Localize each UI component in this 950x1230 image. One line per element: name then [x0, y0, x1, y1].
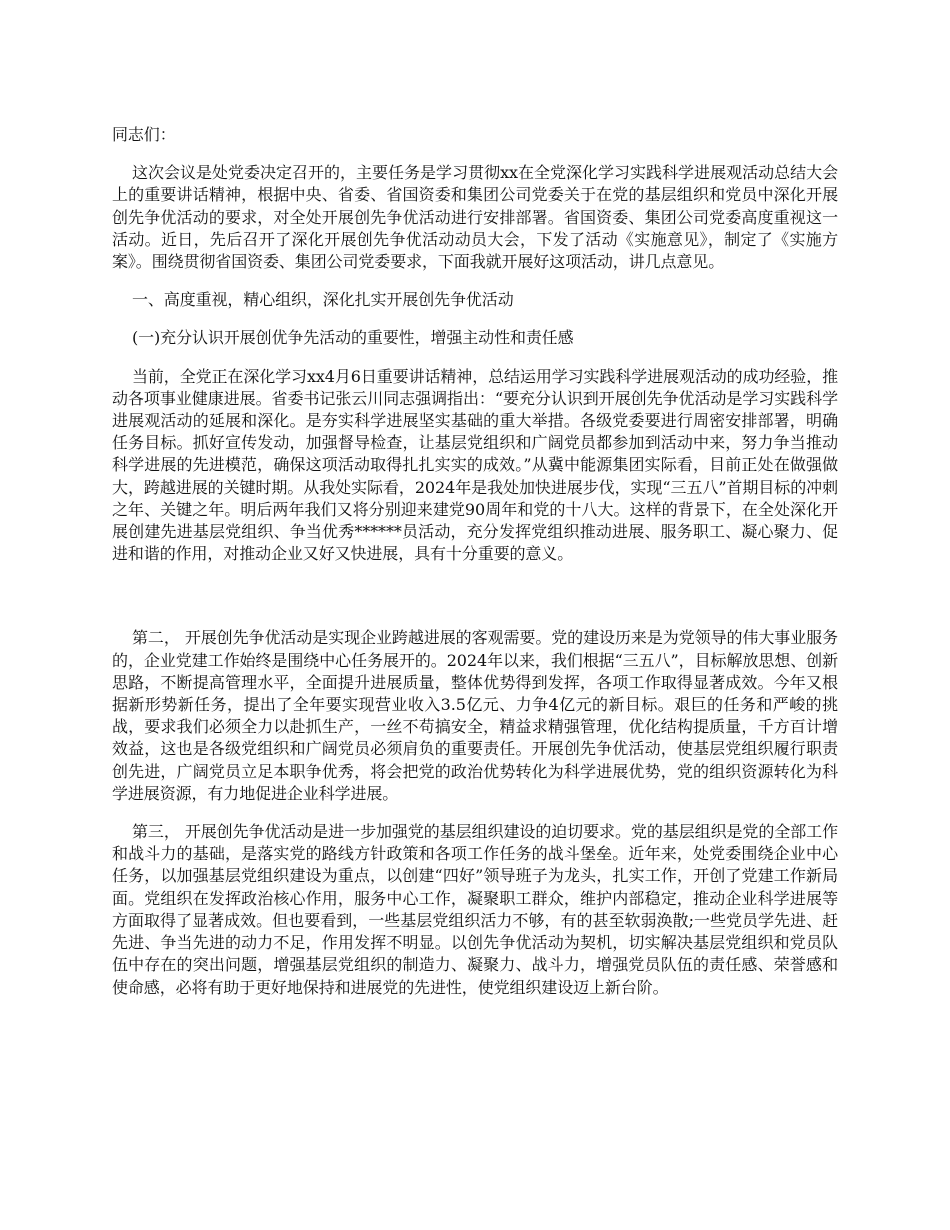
paragraph-intro: 这次会议是处党委决定召开的，主要任务是学习贯彻xx在全党深化学习实践科学进展观活动总结大会上的重要讲话精神，根据中央、省委、省国资委和集团公司党委关于在党的基层组织和党员中深化开展创先争优活动的要求，对全处开展创先争优活动进行安排部署。省国资委、集团公司党委高度重视这一活动。近日，先后召开了深化开展创先争优活动动员大会，下发了活动《实施意见》，制定了《实施方案》。围绕贯彻省国资委、集团公司党委要求，下面我就开展好这项活动，讲几点意见。	[112, 163, 838, 272]
paragraph-third-point: 第三， 开展创先争优活动是进一步加强党的基层组织建设的迫切要求。党的基层组织是党的全部工作和战斗力的基础，是落实党的路线方针政策和各项工作任务的战斗堡垒。近年来，处党委围绕企业中心任务，以加强基层党组织建设为重点，以创建“四好”领导班子为龙头，扎实工作，开创了党建工作新局面。党组织在发挥政治核心作用，服务中心工作，凝聚职工群众，维护内部稳定，推动企业科学进展等方面取得了显著成效。但也要看到，一些基层党组织活力不够，有的甚至软弱涣散;一些党员学先进、赶先进、争当先进的动力不足，作用发挥不明显。以创先争优活动为契机，切实解决基层党组织和党员队伍中存在的突出问题，增强基层党组织的制造力、凝聚力、战斗力，增强党员队伍的责任感、荣誉感和使命感，必将有助于更好地保持和进展党的先进性，使党组织建设迈上新台阶。	[112, 822, 838, 997]
document-body	[112, 124, 838, 1015]
salutation: 同志们：	[112, 125, 176, 144]
paragraph-current-situation: 当前，全党正在深化学习xx4月6日重要讲话精神，总结运用学习实践科学进展观活动的成功经验，推动各项事业健康进展。省委书记张云川同志强调指出：“要充分认识到开展创先争优活动是学习实践科学进展观活动的延展和深化。是夯实科学进展坚实基础的重大举措。各级党委要进行周密安排部署，明确任务目标。抓好宣传发动，加强督导检查，让基层党组织和广阔党员都参加到活动中来，努力争当推动科学进展的先进模范，确保这项活动取得扎扎实实的成效。”从冀中能源集团实际看，目前正处在做强做大，跨越进展的关键时期。从我处实际看，2024年是我处加快进展步伐，实现“三五八”首期目标的冲刺之年、关键之年。明后两年我们又将分别迎来建党90周年和党的十八大。这样的背景下，在全处深化开展创建先进基层党组织、争当优秀******员活动，充分发挥党组织推动进展、服务职工、凝心聚力、促进和谐的作用，对推动企业又好又快进展，具有十分重要的意义。	[112, 366, 838, 564]
paragraph-second-point: 第二， 开展创先争优活动是实现企业跨越进展的客观需要。党的建设历来是为党领导的伟大事业服务的，企业党建工作始终是围绕中心任务展开的。2024年以来，我们根据“三五八”，目标解放思想、创新思路，不断提高管理水平，全面提升进展质量，整体优势得到发挥，各项工作取得显著成效。今年又根据新形势新任务，提出了全年要实现营业收入3.5亿元、力争4亿元的新目标。艰巨的任务和严峻的挑战，要求我们必须全力以赴抓生产，一丝不苟搞安全，精益求精强管理，优化结构提质量，千方百计增效益，这也是各级党组织和广阔党员必须肩负的重要责任。开展创先争优活动，使基层党组织履行职责创先进，广阔党员立足本职争优秀，将会把党的政治优势转化为科学进展优势，党的组织资源转化为科学进展资源，有力地促进企业科学进展。	[112, 628, 838, 803]
paragraph-gap	[112, 581, 838, 627]
subsection-heading-1: (一)充分认识开展创优争先活动的重要性，增强主动性和责任感	[132, 328, 574, 348]
section-heading-1: 一、高度重视，精心组织，深化扎实开展创先争优活动	[132, 290, 514, 310]
